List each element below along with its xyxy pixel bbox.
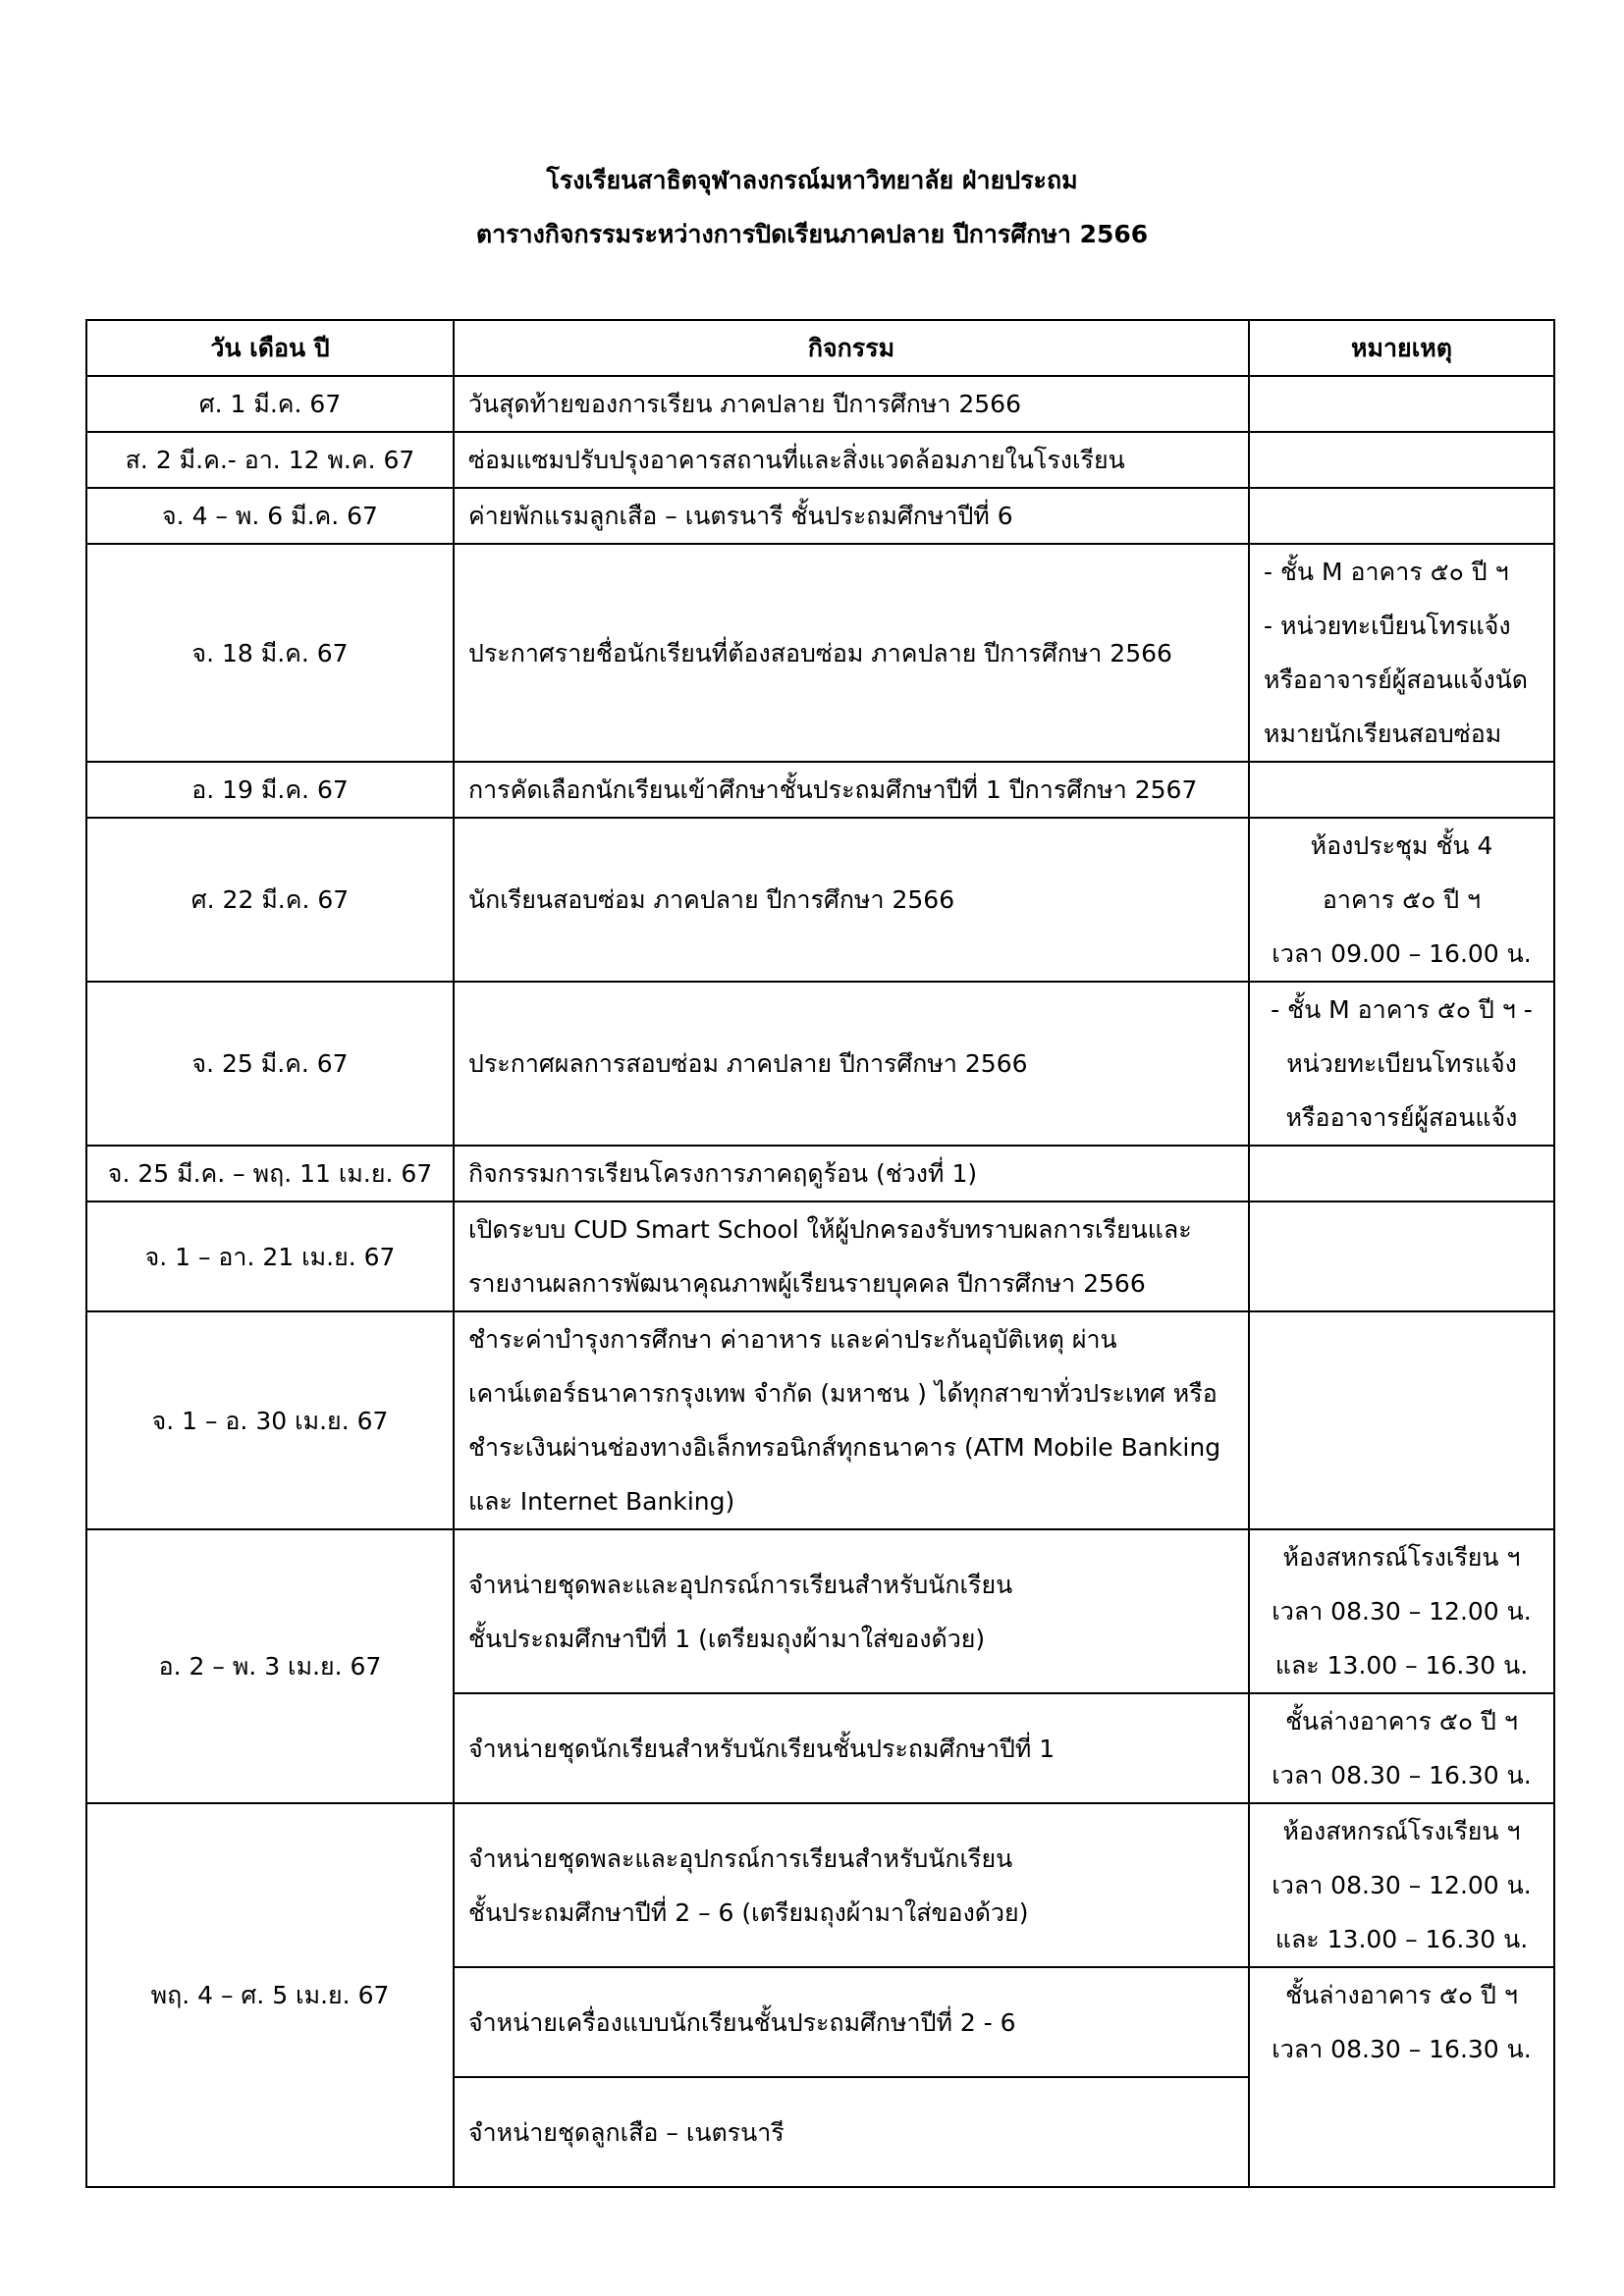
table-row xyxy=(86,1201,1554,1311)
activity-cell: การคัดเลือกนักเรียนเข้าศึกษาชั้นประถมศึกษาปีที่ 1 ปีการศึกษา 2567 xyxy=(454,762,1249,818)
activity-cell: จำหน่ายเครื่องแบบนักเรียนชั้นประถมศึกษาปีที่ 2 - 6 xyxy=(454,1967,1249,2077)
note-cell xyxy=(1249,1529,1554,1693)
note-line: เวลา 08.30 – 12.00 น. xyxy=(1272,1871,1532,1899)
table-row xyxy=(86,1803,1554,1967)
note-line: ห้องสหกรณ์โรงเรียน ฯ xyxy=(1282,1543,1521,1572)
activity-line: และ Internet Banking) xyxy=(468,1487,735,1516)
date-cell: จ. 1 – อ. 30 เม.ย. 67 xyxy=(86,1311,454,1529)
note-line: ชั้นล่างอาคาร ๕๐ ปี ฯ xyxy=(1285,1707,1518,1735)
activity-line: รายงานผลการพัฒนาคุณภาพผู้เรียนรายบุคคล ปีการศึกษา 2566 xyxy=(468,1269,1146,1298)
note-cell xyxy=(1249,762,1554,818)
activity-cell: วันสุดท้ายของการเรียน ภาคปลาย ปีการศึกษา 2566 xyxy=(454,376,1249,432)
date-cell: อ. 19 มี.ค. 67 xyxy=(86,762,454,818)
table-row xyxy=(86,544,1554,762)
note-cell xyxy=(1249,1967,1554,2187)
note-cell xyxy=(1249,488,1554,544)
note-cell xyxy=(1249,818,1554,982)
date-cell: จ. 1 – อา. 21 เม.ย. 67 xyxy=(86,1201,454,1311)
note-line: เวลา 08.30 – 16.30 น. xyxy=(1272,1761,1532,1789)
note-cell xyxy=(1249,1201,1554,1311)
date-cell: ศ. 22 มี.ค. 67 xyxy=(86,818,454,982)
table-row xyxy=(86,982,1554,1146)
table-row xyxy=(86,1311,1554,1529)
activity-line: เคาน์เตอร์ธนาคารกรุงเทพ จำกัด (มหาชน ) ได้ทุกสาขาทั่วประเทศ หรือ xyxy=(468,1379,1218,1408)
note-cell xyxy=(1249,1693,1554,1803)
activity-cell: ประกาศผลการสอบซ่อม ภาคปลาย ปีการศึกษา 2566 xyxy=(454,982,1249,1146)
note-line: เวลา 08.30 – 12.00 น. xyxy=(1272,1597,1532,1626)
school-title: โรงเรียนสาธิตจุฬาลงกรณ์มหาวิทยาลัย ฝ่ายประถม xyxy=(546,166,1078,194)
activity-line: ชำระค่าบำรุงการศึกษา ค่าอาหาร และค่าประกันอุบัติเหตุ ผ่าน xyxy=(468,1325,1117,1354)
note-line: และ 13.00 – 16.30 น. xyxy=(1274,1925,1529,1953)
date-cell: อ. 2 – พ. 3 เม.ย. 67 xyxy=(86,1529,454,1803)
note-line: และ 13.00 – 16.30 น. xyxy=(1274,1651,1529,1680)
note-line: อาคาร ๕๐ ปี ฯ xyxy=(1322,885,1482,914)
note-cell xyxy=(1249,1803,1554,1967)
date-cell: จ. 18 มี.ค. 67 xyxy=(86,544,454,762)
activity-line: เปิดระบบ CUD Smart School ให้ผู้ปกครองรับทราบผลการเรียนและ xyxy=(468,1215,1192,1244)
activity-cell xyxy=(454,1311,1249,1529)
note-cell xyxy=(1249,376,1554,432)
activity-cell: กิจกรรมการเรียนโครงการภาคฤดูร้อน (ช่วงที่ 1) xyxy=(454,1146,1249,1201)
activity-line: ชำระเงินผ่านช่องทางอิเล็กทรอนิกส์ทุกธนาคาร (ATM Mobile Banking xyxy=(468,1433,1221,1462)
activity-cell: จำหน่ายชุดนักเรียนสำหรับนักเรียนชั้นประถมศึกษาปีที่ 1 xyxy=(454,1693,1249,1803)
activity-cell xyxy=(454,1201,1249,1311)
note-cell xyxy=(1249,544,1554,762)
date-cell: จ. 4 – พ. 6 มี.ค. 67 xyxy=(86,488,454,544)
date-cell: จ. 25 มี.ค. – พฤ. 11 เม.ย. 67 xyxy=(86,1146,454,1201)
note-line: ห้องสหกรณ์โรงเรียน ฯ xyxy=(1282,1817,1521,1845)
note-cell xyxy=(1249,432,1554,488)
note-line: เวลา 08.30 – 16.30 น. xyxy=(1272,2035,1532,2063)
activity-line: ชั้นประถมศึกษาปีที่ 2 – 6 (เตรียมถุงผ้ามาใส่ของด้วย) xyxy=(468,1897,1029,1927)
activity-line: จำหน่ายชุดพละและอุปกรณ์การเรียนสำหรับนักเรียน xyxy=(468,1843,1013,1873)
note-line: ห้องประชุม ชั้น 4 xyxy=(1310,831,1493,860)
table-row xyxy=(86,1529,1554,1693)
note-line: - ชั้น M อาคาร ๕๐ ปี ฯ - xyxy=(1271,995,1533,1024)
date-cell: ส. 2 มี.ค.- อา. 12 พ.ค. 67 xyxy=(86,432,454,488)
note-line: ชั้นล่างอาคาร ๕๐ ปี ฯ xyxy=(1285,1981,1518,2009)
note-cell xyxy=(1249,1311,1554,1529)
note-line: หรืออาจารย์ผู้สอนแจ้งนัด xyxy=(1264,666,1529,694)
date-cell: จ. 25 มี.ค. 67 xyxy=(86,982,454,1146)
table-row xyxy=(86,818,1554,982)
activity-cell: ซ่อมแซมปรับปรุงอาคารสถานที่และสิ่งแวดล้อมภายในโรงเรียน xyxy=(454,432,1249,488)
activity-cell xyxy=(454,1529,1249,1693)
table-row xyxy=(86,762,1554,818)
note-cell xyxy=(1249,982,1554,1146)
header-date: วัน เดือน ปี xyxy=(86,320,454,376)
table-row xyxy=(86,432,1554,488)
activity-table xyxy=(85,319,1555,2188)
header-activity: กิจกรรม xyxy=(454,320,1249,376)
note-line: หน่วยทะเบียนโทรแจ้ง xyxy=(1286,1049,1517,1078)
activity-cell xyxy=(454,1803,1249,1967)
note-line: เวลา 09.00 – 16.00 น. xyxy=(1272,939,1532,968)
table-row xyxy=(86,488,1554,544)
activity-line: ชั้นประถมศึกษาปีที่ 1 (เตรียมถุงผ้ามาใส่ของด้วย) xyxy=(468,1624,986,1653)
activity-line: จำหน่ายชุดพละและอุปกรณ์การเรียนสำหรับนักเรียน xyxy=(468,1570,1013,1599)
activity-cell: ค่ายพักแรมลูกเสือ – เนตรนารี ชั้นประถมศึกษาปีที่ 6 xyxy=(454,488,1249,544)
activity-cell: นักเรียนสอบซ่อม ภาคปลาย ปีการศึกษา 2566 xyxy=(454,818,1249,982)
activity-cell: จำหน่ายชุดลูกเสือ – เนตรนารี xyxy=(454,2077,1249,2187)
table-header-row xyxy=(86,320,1554,376)
note-line: - ชั้น M อาคาร ๕๐ ปี ฯ xyxy=(1264,558,1509,586)
header-note: หมายเหตุ xyxy=(1249,320,1554,376)
table-row xyxy=(86,376,1554,432)
activity-cell: ประกาศรายชื่อนักเรียนที่ต้องสอบซ่อม ภาคปลาย ปีการศึกษา 2566 xyxy=(454,544,1249,762)
note-line: - หน่วยทะเบียนโทรแจ้ง xyxy=(1264,612,1511,640)
note-line: หรืออาจารย์ผู้สอนแจ้ง xyxy=(1285,1103,1518,1132)
note-line: หมายนักเรียนสอบซ่อม xyxy=(1264,720,1502,748)
date-cell: พฤ. 4 – ศ. 5 เม.ย. 67 xyxy=(86,1803,454,2187)
table-row xyxy=(86,1146,1554,1201)
note-cell xyxy=(1249,1146,1554,1201)
schedule-title: ตารางกิจกรรมระหว่างการปิดเรียนภาคปลาย ปีการศึกษา 2566 xyxy=(475,220,1149,248)
date-cell: ศ. 1 มี.ค. 67 xyxy=(86,376,454,432)
